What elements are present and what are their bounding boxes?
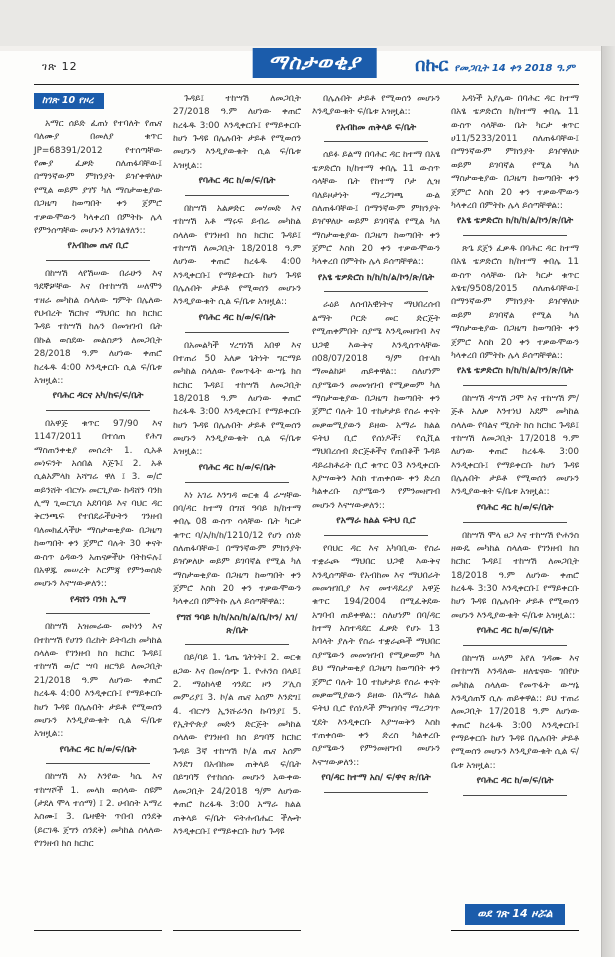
notice-divider (46, 763, 151, 764)
notice-signature: የአብከመ ጠቅላይ ፍ/ቤት (335, 122, 417, 133)
notice (34, 771, 162, 853)
notice (34, 418, 162, 609)
notice-paragraph: በይ/ባይ 1. ጌጤ ጌትነት፤ 2. ወርቁ ፀጋው እና በመ/ሰጭ 1. ዮሐንስ በላይ፤ 2. ማዕከላዊ ጎንደር ዞን ፖሊስ መምሪያ፤ 3. ኮ/ል ጤና አሰም እንደግ፤ 4. ብርሃን ኢንሹራንስ ኩባንያ፤ 5. የኢትዮጵያ መድን ድርጅት መካከል ስላለው የገንዘብ ክስ ይግባኝ ክርክር ጉዳይ 3ኛ ተከሣሽ ኮ/ል ጤና አሰም እንደግ በአብከመ ጠቅላይ ፍ/ቤት በይግባኝ የተከሰሱ መሆኑን አውቀው ለመጋቢት 24/2018 ዓ/ም ለሆነው ቀጠሮ ከረፋዱ 3:00 አማራ ክልል ጠቅላይ ፍ/ቤት ፍትሐብሔር ችሎት እንዲቀርቡ፤ የማይቀርቡ ከሆነ ጉዳዩ (173, 653, 301, 837)
notice-divider (185, 644, 290, 645)
notice (34, 268, 162, 406)
notice (173, 203, 301, 328)
notice-divider (463, 385, 568, 386)
notice-paragraph: በከሣሽ ዳሣሽ ጋሞ እና ተከሣሽ ም/ጅቶ አለቃ እንተነህ አደም መካከል ስላለው የባልና ሚስት ክስ ክርክር ጉዳይ፤ ተከሣሽ ለመጋቢት 17/2018 ዓ.ም ለሆነው ቀጠሮ ከረፋዱ 3:00 እንዲቀርቡ፤ የማይቀርቡ ከሆነ ጉዳዩ በሌሉበት ታይቶ የሚወሰን መሆኑን እንዲያውቁት ፍ/ቤቱ አዝዟል:: (451, 393, 579, 498)
notice-divider (463, 522, 568, 523)
masthead-group (415, 55, 575, 76)
notice-signature: የአፄ ቴዎድሮስ ክ/ከ/ከ/ል/ኮን/ጽ/ቤት (317, 272, 435, 283)
notice-signature: የባሕር ዳር ከ/ወ/ፍ/ቤት (198, 176, 276, 187)
notice-signature: የአፄ ቴዎድሮስ ክ/ከ/ከ/ል/ኮን/ጽ/ቤት (456, 366, 574, 377)
notice-paragraph: በከሣሽ እነ እንየው ካሴ እና ተከሣሾች 1. መላክ ወሰላው ስዩም (ታደለ ሞላ ተሰማ) ፤ 2. ሀብስት አማረ አስሙ፤ 3. ቤዛዊት ጥበብ ሰንደቅ (ይርገዱ ጀግን ሰንደቅ) መካከል ስላለው የገንዘብ ክስ ክርክር (34, 772, 162, 850)
notice-paragraph: በከሣሽ ሠላም አየለ ገዳሙ እና በተከሣሽ እንዳለው ዘለቴናው ገበየሁ መካከል ስላለው የመጥፋት ውሣኔ እንዲሰጠኝ ሲሉ ጠይቀዋል:: ይህ ተጠሪ ለመጋቢት 17/2018 ዓ.ም ለሆነው ቀጠሮ ከረፋዱ 3:00 እንዲቀርቡ፤ የማይቀርቡ ከሆነ ጉዳዩ በሌሉበት ታይቶ የሚወሰን መሆኑን እንዲያውቁት ሲል ፍ/ቤቱ አዝዟል:: (451, 653, 579, 771)
notice-divider (46, 410, 151, 411)
notice-paragraph: ጽጌ ደጀን ፈቃዱ በባሕር ዳር ከተማ በአፄ ቴዎድሮስ ክ/ከተማ ቀበሌ 11 ውስጥ ሳላቸው ቤት ካርታ ቁጥር አፄቴ/9508/2015 ስለጠፋባቸው፤ በማንኛውም ምክንያት ይዠዋለሁ ወይም ይገባኛል የሚል ካለ ማስታወቂያው በጋዜጣ ከወጣበት ቀን ጀምሮ እስከ 20 ቀን ተቃውሞውን ካላቀረበ በምትኩ ሌላ ይሰጣቸዋል:: (451, 243, 579, 361)
notice (451, 393, 579, 518)
notice-paragraph: በሌሉበት ታይቶ የሚወሰን መሆኑን እንዲያውቁት ፍ/ቤቱ አዝዟል:: (312, 94, 440, 118)
notice (312, 543, 440, 788)
notice-paragraph: እነ አገሬ እንግዳ ወርቁ 4 ራሣቸው በባ/ዳር ከተማ በግሸ ዓባይ ክ/ከተማ ቀበሌ 08 ውስጥ ሳላቸው ቤት ካርታ ቁጥር ባ/አ/ክ/ከ/1210/12 የሆነ ሰነድ ስለጠፋባቸው፤ በማንኛውም ምክንያት ይዠቃለሁ ወይም ይገባኛል የሚል ካለ ማስታወቂያው በጋዜጣ ከወጣበት ቀን ጀምሮ እስከ 20 ቀን ተቃውሞውን ካላቀረበ በምትኩ ሌላ ይሰጣቸዋል:: (173, 490, 301, 608)
notice (451, 243, 579, 381)
notice-signature: የባሕር ዳር ከ/ወ/ፍ/ቤት (59, 744, 137, 755)
column-2 (173, 93, 301, 931)
notice-signature: የባሕር ዳር ከ/ወ/ፍ/ቤት (476, 626, 554, 637)
notice-divider (324, 141, 429, 142)
notice-paragraph: ሰይፉ ይልማ በባሕር ዳር ከተማ በአፄ ቴዎድሮስ ክ/ከተማ ቀበሌ 11 ውስጥ ሳላቸው ቤት የከተማ ቦታ ሊዝ ባለይዞታነት ማረጋገጫ ውል ስለጠፋባቸው፤ በማንኛውም ምክንያት ይዠዋለሁ ወይም ይገባኛል የሚል ካለ ማስታወቂያው በጋዜጣ ከወጣበት ቀን ጀምሮ እስከ 20 ቀን ተቃውሞውን ካላቀረበ በምትኩ ሌላ ይሰጣቸዋል:: (312, 150, 440, 268)
notice-paragraph: በከሣሽ አዝመራው መኮነን እና በተከሣሽ የሀገን በረከት ይትባረክ መካከል ስላለው የገንዘብ ክስ ክርክር ጉዳይ፤ ተከሣሽ ወ/ሮ ሣባ ዘርዓይ ለመጋቢት 21/2018 ዓ.ም ለሆነው ቀጠሮ ከረፋዱ 4:00 እንዲቀርቡ፤ የማይቀርቡ ከሆነ ጉዳዩ በሌሉበት ታይቶ የሚወሰን መሆኑን እንዲያውቁት ሲል ፍ/ቤቱ አዝዟል:: (34, 622, 162, 740)
notice (34, 621, 162, 759)
notice-divider (463, 645, 568, 646)
issue-date: የመጋቢት 14 ቀን 2018 ዓ.ም (454, 63, 575, 74)
masthead-logo: በኩር (415, 55, 449, 76)
notice-paragraph: የባህር ዳር እና አካባቢው የስራ ተቋራጮ ማህበር ህጋዊ እውቅና እንዲሰጣቸው የአብከመ እና ማህበራት መመዝገቢያ እና መተዳደሪያ አዋጅ ቁጥር 194/2004 በሚፈቅደው አግባብ ጠይቀዋል:: ስለሆነም በባ/ዳር ከተማ አስተዳደር ፈቃድ የሆኑ 13 አባላት ያሉት የስራ ተቋራጮች ማህበር ስያሜውን መመዝገብ የሚቃወም ካለ ይህ ማስታወቂያ በጋዜጣ ከወጣበት ቀን ጀምሮ ባሉት 10 ተከታታይ የስራ ቀናት መቃወሚያውን ይዘው በአማራ ክልል ፍትህ ቢሮ የሰነዶች ምዝገባና ማረጋገጥ ሂደት እንዲቀርቡ እያሣወቅን እስከ ተጠቀሰው ቀን ድረስ ካልቀረቡ ስያሜውን የምንመዘግብ መሆኑን እናሣውቃለን:: (312, 543, 440, 768)
notice (34, 118, 162, 256)
column-end-rule (173, 930, 301, 931)
page-number: ገጽ 12 (42, 60, 78, 73)
notice-signature: የባሕር ዳር ከ/ወ/ፍ/ቤት (198, 462, 276, 473)
notice (312, 299, 440, 531)
header-rule (34, 84, 579, 85)
notice-signature: የባሕር ዳርና አካ/ከፍ/ፍ/ቤት (52, 391, 144, 402)
notice-signature: የአማራ ክልል ፍትህ ቢሮ (336, 516, 416, 527)
notice-signature: የባሕር ዳር ከ/ወ/ፍ/ቤት (476, 776, 554, 787)
notice-paragraph: ጉዳይ፤ ተከሣሽ ለመጋቢት 27/2018 ዓ.ም ለሆነው ቀጠሮ ከረፋዱ 3:00 እንዲቀርቡ፤ የማይቀርቡ ከሆነ ጉዳዩ በሌሉበት ታይቶ የሚወሰን መሆኑን እንዲያውቁት ሲል ፍ/ቤቱ አዝዟል:: (173, 94, 301, 171)
column-1 (34, 93, 162, 931)
column-3 (312, 93, 440, 931)
notice-signature: የባሕር ዳር ከ/ወ/ፍ/ቤት (198, 312, 276, 323)
notice-paragraph: አማር ሰይድ ፈጠነ የተባለት የጤና ባለሙያ በመለያ ቁጥር JP=68391/2012 የተሰጣቸው የሙያ ፈቃድ ስለጠፋባቸው፤ በማንኛውም ምክንያት ይዠቀዋለሁ የሚል ወይም ያገኘ ካለ ማስታወቂያው በጋዜጣ ከወጣበት ቀን ጀምሮ ተቃውሞውን ካላቀረበ በምትኩ ሌላ የምንሰጣቸው መሆኑን እንገልፃለን:: (34, 119, 162, 236)
notice (173, 490, 301, 641)
notice (451, 93, 579, 231)
notice-divider (324, 291, 429, 292)
notice-divider (185, 482, 290, 483)
notice-divider (324, 792, 429, 793)
notice (312, 149, 440, 287)
notice (173, 340, 301, 478)
notice-signature: የዳሸን ባንክ ኢማ (69, 594, 127, 605)
notice-signature: የግሸ ዓባይ ክ/ከ/አስ/ከ/ል/ቤ/ኮን/ አገ/ጽ/ቤት (176, 612, 298, 636)
notice-signature: የባሕር ዳር ከ/ወ/ፍ/ቤት (476, 502, 554, 513)
notice (312, 93, 440, 137)
notice-paragraph: በአዋጅ ቁጥር 97/90 እና 1147/2011 በተሰጠ የሕግ ማስጠንቀቂያ መሰረት 1. ሲአቶ መነፍንት አሰበል እጅጉ፤ 2. አቶ ሲልአምላክ አሻግሬ ዋለ ፤ 3. ወ/ሮ ወይንሸት ብርሃኑ መርጊያው ከዳሸን ባንክ ሊማ ጊወርጊስ አደባባይ እና ባህር ዳር ቅርንጫፍ የተበደራችሁትን ገንዘብ ባለመክፈላችሁ ማስታወቂያው በጋዜጣ ከወጣበት ቀን ጀምሮ ባሉት 30 ቀናት ውስጥ ዕዳውን አጠናቃችሁ ባትከፍሉ፤ በአዋጁ መሠረት እርምጃ የምንወስድ መሆኑን እናሣውቃለን:: (34, 418, 162, 590)
notice-divider (324, 535, 429, 536)
column-4 (451, 93, 579, 931)
notice-divider (463, 795, 568, 796)
notice-signature: የአብከመ ጤና ቢሮ (67, 241, 129, 252)
notice-paragraph: በከሣሽ አልቃድር መሃመድ እና ተከሣሽ አቶ ማሩፍ ይብሬ መካከል ስላለው የገንዘብ ክስ ክርክር ጉዳይ፤ ተከሣሽ ለመጋቢት 18/2018 ዓ.ም ለሆነው ቀጠሮ ከረፋዱ 4:00 እንዲቀርቡ፤ የማይቀርቡ ከሆነ ጉዳዩ በሌሉበት ታይቶ የሚወሰን መሆኑን እንዲያውቁት ሲል ፍ/ቤቱ አዝዟል:: (173, 203, 301, 308)
notice (451, 530, 579, 641)
page-header (34, 46, 575, 78)
notice-paragraph: በከሣሽ ሞላ ፀጋ እና ተከሣሽ ዮሐንስ ዘውዴ መካከል ስላለው የገንዘብ ክስ ክርክር ጉዳይ፤ ተከሣሽ ለመጋቢት 18/2018 ዓ.ም ለሆነው ቀጠሮ ከረፋዱ 3:30 እንዲቀርቡ፤ የማይቀርቡ ከሆነ ጉዳዩ በሌሉበት ታይቶ የሚወሰን መሆኑን እንዲያውቁት ፍ/ቤቱ አዝዟል:: (451, 530, 579, 621)
notice-divider (46, 613, 151, 614)
notice-divider (463, 235, 568, 236)
notice-signature: የባ/ዳር ከተማ አስ/ ፍ/ዋና ጽ/ቤት (321, 773, 431, 784)
notice-signature: የአፄ ቴዎድሮስ ክ/ከ/ከ/ል/ኮን/ጽ/ቤት (456, 216, 574, 227)
continued-from-label: ከገጽ 10 የዞረ (34, 93, 104, 109)
notice (173, 93, 301, 191)
notice-paragraph: ራዕይ ለሰብአዊነትና ማህበረሰብ ልማት ቦርድ መር ድርጅት የሚጠቀምበት ስያሜ እንዲመዘገብ እና ህጋዊ እውቅና እንዲሰጥላቸው በ08/07/2018 ዓ/ም በተላከ ማመልከቻ ጠይቀዋል:: ስለሆነም ስያሜውን መመዝገብ የሚቃወም ካለ ማስታወቂያው በጋዜጣ ከወጣበት ቀን ጀምሮ ባሉት 10 ተከታታይ የስራ ቀናት መቃወሚያውን ይዘው አማራ ክልል ፍትህ ቢሮ የሰነዶች፣ የሲቪል ማህበረሰብ ድርጅቶችና የጠበቆች ጉዳይ ዳይሬክቶሬት ቢሮ ቁጥር 03 እንዲቀርቡ እያሣወቅን እስከ ተጠቀሰው ቀን ድረስ ካልቀረቡ ስያሜውን የምንመዘግብ መሆኑን እናሣውቃለን:: (312, 300, 440, 511)
notice-divider (185, 332, 290, 333)
notice-divider (185, 195, 290, 196)
column-end-rule (34, 930, 162, 931)
continued-to-label: ወደ ገጽ 14 ዞሯል (465, 904, 564, 925)
notice-paragraph: አዳነች አያሌው በባሕር ዳር ከተማ በአፄ ቴዎድሮስ ክ/ከተማ ቀበሌ 11 ውስጥ ሳላቸው ቤት ካርታ ቁጥር ሀ11/5233/2011 ስለጠፋባቸው፤ በማንኛውም ምክንያት ይዠዋለሁ ወይም ይገባኛል የሚል ካለ ማስታወቂያው በጋዜጣ ከወጣበት ቀን ጀምሮ እስከ 20 ቀን ተቃውሞውን ካላቀረበ በምትኩ ሌላ ይሰጣቸዋል:: (451, 94, 579, 211)
notice-divider (46, 260, 151, 261)
notices-columns (34, 93, 579, 931)
notice (451, 653, 579, 791)
scan-edge-shadow (601, 46, 615, 957)
continued-to-wrap (451, 902, 579, 931)
notice (173, 652, 301, 841)
newspaper-page (0, 46, 615, 957)
section-title-banner: ማስታወቂያ (252, 48, 377, 78)
notice-paragraph: በአመልካች ሃረግነሽ አበዋ እና በተጠሪ 50 አለቃ ጌትነት ግርማይ መካከል ስላለው የመጥፋት ውሣኔ ክስ ክርክር ጉዳይ፤ ተከሣሽ ለመጋቢት 18/2018 ዓ.ም ለሆነው ቀጠሮ ከረፋዱ 3:00 እንዲቀርቡ፤ የማይቀርቡ ከሆነ ጉዳዩ በሌሉበት ታይቶ የሚወሰን መሆኑን እንዲያውቁት ሲል ፍ/ቤቱ አዝዟል:: (173, 340, 301, 458)
notice-paragraph: በከሣሽ ላየሽሠው በራሁን እና ጓደኞቻቸው እና በተከሣሽ ሠለሞን ተዘራ መካከል ስላለው ግምት በሌለው የህብረት ሽርክና ማህበር ክስ ክርክር ጉዳይ ተከሣሽ ከሉን በመዝገብ ቤት በኩል ወስደው መልስዎን ለመጋቢት 28/2018 ዓ.ም ለሆነው ቀጠሮ ከረፋዱ 4:00 እንዲቀርቡ ሲል ፍ/ቤቱ አዝዟል:: (34, 268, 162, 386)
